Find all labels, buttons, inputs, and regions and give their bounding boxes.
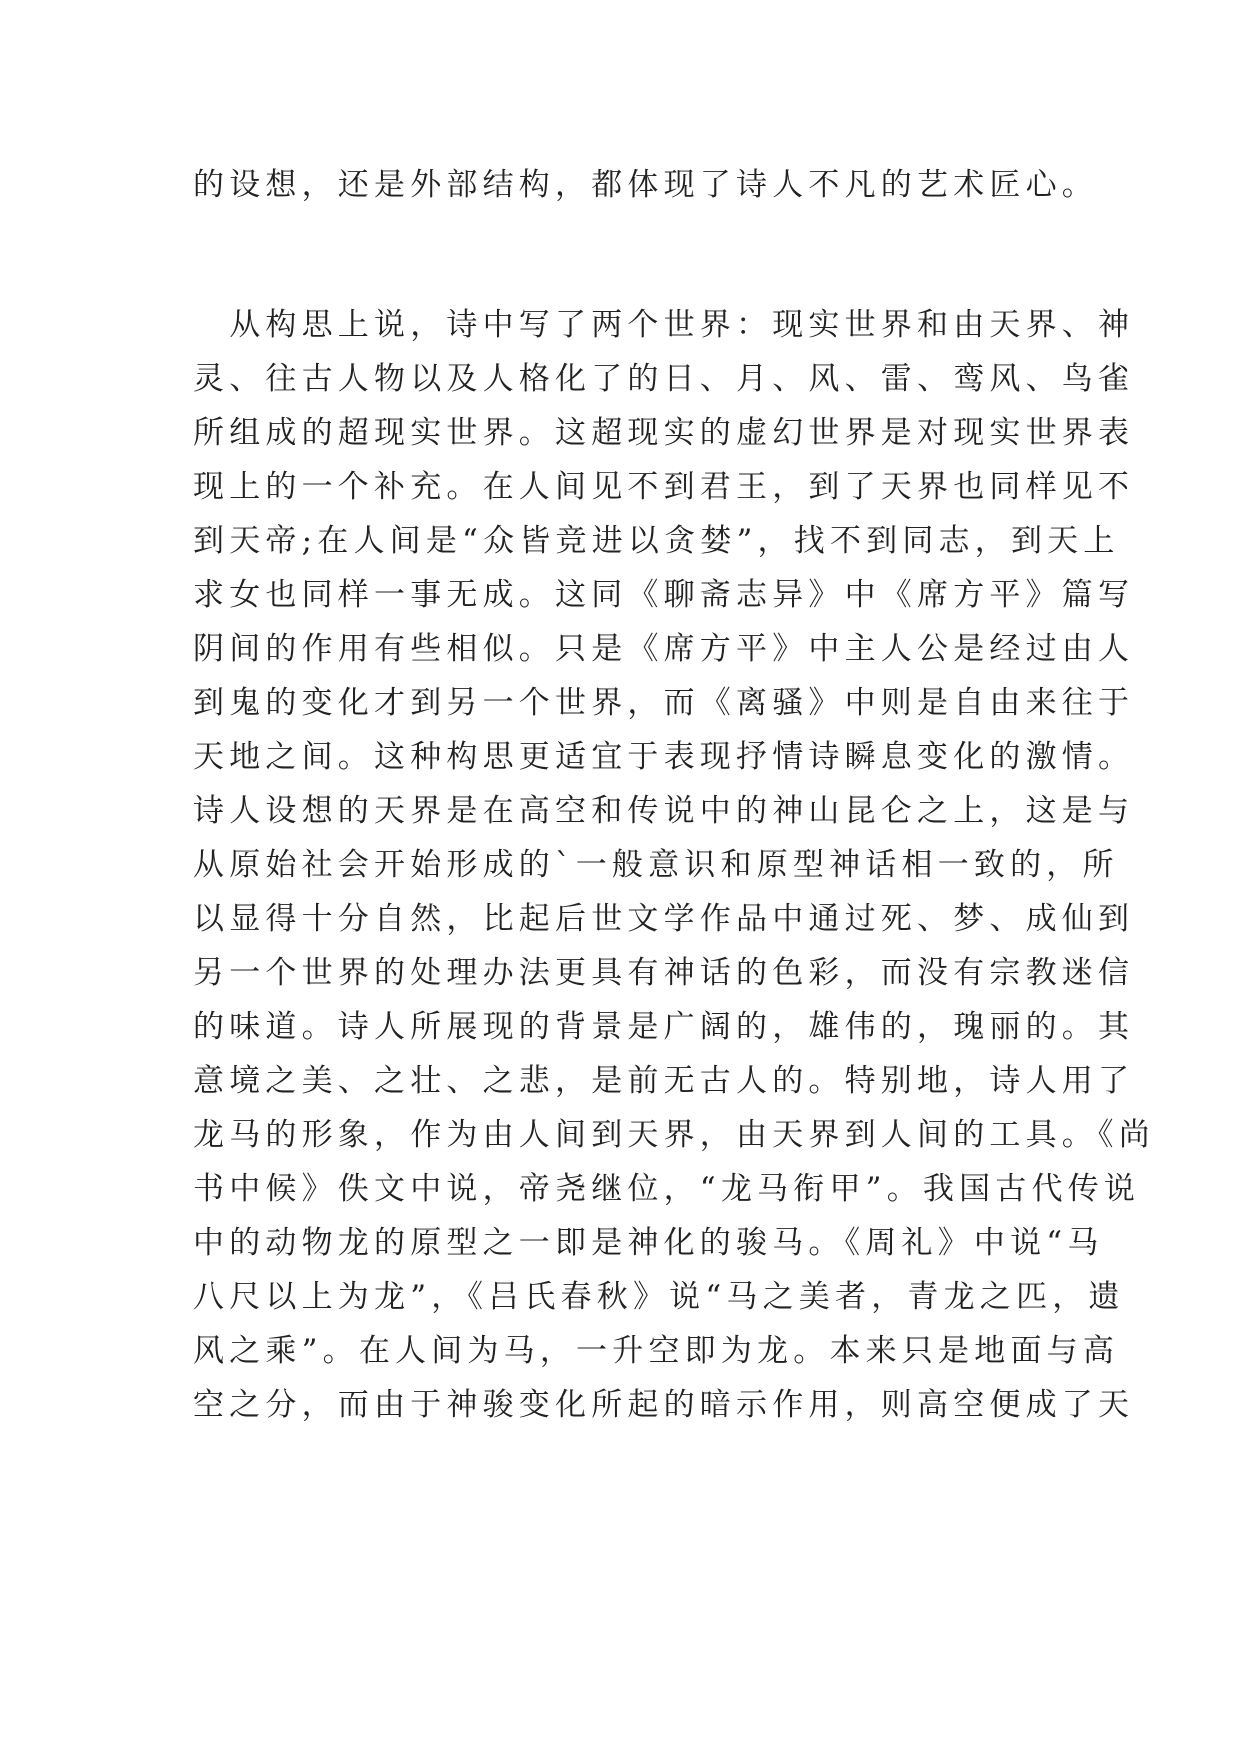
paragraph-line: 八尺以上为龙”，《吕氏春秋》说“马之美者，青龙之匹，遗: [193, 1279, 1125, 1315]
paragraph-line: 所组成的超现实世界。这超现实的虚幻世界是对现实世界表: [193, 415, 1135, 451]
paragraph-line: 风之乘”。在人间为马，一升空即为龙。本来只是地面与高: [193, 1333, 1120, 1369]
paragraph-line: 以显得十分自然，比起后世文学作品中通过死、梦、成仙到: [193, 901, 1135, 937]
paragraph-line: 求女也同样一事无成。这同《聊斋志异》中《席方平》篇写: [193, 577, 1135, 613]
paragraph-line: 天地之间。这种构思更适宜于表现抒情诗瞬息变化的激情。: [193, 739, 1135, 775]
paragraph-line: 的味道。诗人所展现的背景是广阔的，雄伟的，瑰丽的。其: [193, 1009, 1135, 1045]
paragraph-line: 书中候》佚文中说，帝尧继位，“龙马衔甲”。我国古代传说: [193, 1171, 1141, 1207]
paragraph-line: 意境之美、之壮、之悲，是前无古人的。特别地，诗人用了: [193, 1063, 1135, 1099]
paragraph-line: 灵、往古人物以及人格化了的日、月、风、雷、鸾风、鸟雀: [193, 361, 1135, 397]
paragraph-line: 诗人设想的天界是在高空和传说中的神山昆仑之上，这是与: [193, 793, 1135, 829]
paragraph-line: 龙马的形象，作为由人间到天界，由天界到人间的工具。《尚: [193, 1117, 1155, 1153]
paragraph-line: 另一个世界的处理办法更具有神话的色彩，而没有宗教迷信: [193, 955, 1135, 991]
paragraph-line: 到天帝;在人间是“众皆竞进以贪婪”，找不到同志，到天上: [193, 523, 1120, 559]
paragraph-line: 从构思上说，诗中写了两个世界：现实世界和由天界、神: [193, 307, 1135, 343]
paragraph-line: 中的动物龙的原型之一即是神化的骏马。《周礼》中说“马: [193, 1225, 1104, 1261]
paragraph-line: 到鬼的变化才到另一个世界，而《离骚》中则是自由来往于: [193, 685, 1135, 721]
paragraph-line: 空之分，而由于神骏变化所起的暗示作用，则高空便成了天: [193, 1387, 1135, 1423]
paragraph-line: 从原始社会开始形成的`一般意识和原型神话相一致的，所: [193, 847, 1119, 883]
paragraph-line: 阴间的作用有些相似。只是《席方平》中主人公是经过由人: [193, 631, 1135, 667]
top-text-fragment: 的设想，还是外部结构，都体现了诗人不凡的艺术匠心。: [193, 167, 1098, 203]
paragraph-line: 现上的一个补充。在人间见不到君王，到了天界也同样见不: [193, 469, 1135, 505]
